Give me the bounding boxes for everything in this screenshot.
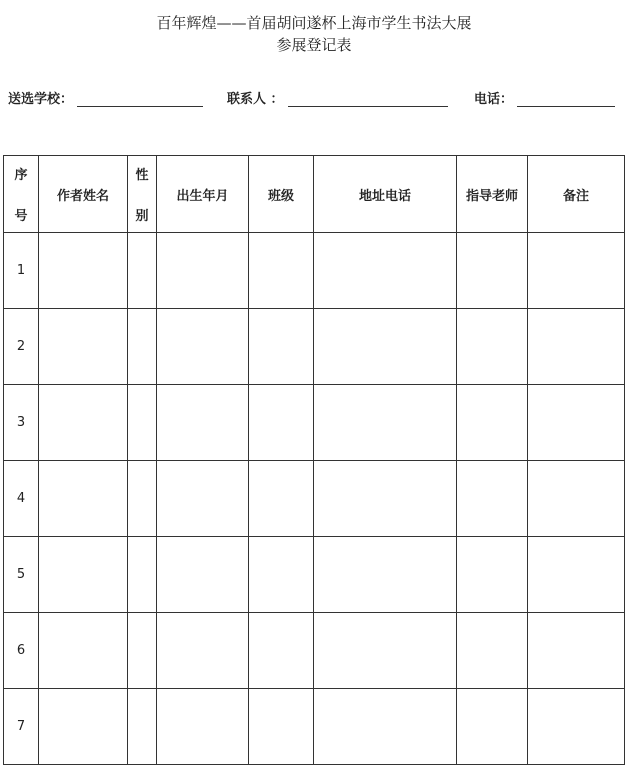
col-birth: 出生年月 (157, 156, 249, 233)
cell-author-name[interactable] (39, 537, 128, 613)
cell-teacher[interactable] (457, 233, 528, 309)
cell-teacher[interactable] (457, 309, 528, 385)
col-index-bottom: 号 (14, 209, 28, 224)
cell-author-name[interactable] (39, 461, 128, 537)
cell-author-name[interactable] (39, 233, 128, 309)
cell-birth[interactable] (157, 385, 249, 461)
row-index: 3 (4, 385, 39, 461)
contact-label: 联系人 ： (227, 92, 284, 107)
cell-birth[interactable] (157, 309, 249, 385)
cell-class[interactable] (249, 233, 314, 309)
cell-address-phone[interactable] (314, 461, 457, 537)
cell-author-name[interactable] (39, 385, 128, 461)
cell-teacher[interactable] (457, 461, 528, 537)
cell-address-phone[interactable] (314, 385, 457, 461)
col-address-phone: 地址电话 (314, 156, 457, 233)
col-index (4, 156, 39, 233)
table-row (4, 309, 625, 385)
contact-field (227, 88, 448, 107)
col-teacher: 指导老师 (457, 156, 528, 233)
school-input-line[interactable] (77, 92, 203, 107)
cell-class[interactable] (249, 461, 314, 537)
cell-address-phone[interactable] (314, 309, 457, 385)
school-field (8, 88, 203, 107)
cell-author-name[interactable] (39, 689, 128, 765)
phone-input-line[interactable] (517, 92, 615, 107)
table-header-row (4, 156, 625, 233)
col-gender-top: 性 (135, 168, 149, 183)
cell-class[interactable] (249, 385, 314, 461)
cell-remarks[interactable] (528, 537, 625, 613)
cell-address-phone[interactable] (314, 537, 457, 613)
phone-field (474, 88, 615, 107)
col-gender (128, 156, 157, 233)
page-title: 百年辉煌——首届胡问遂杯上海市学生书法大展 (156, 14, 472, 32)
cell-gender[interactable] (128, 233, 157, 309)
col-remarks: 备注 (528, 156, 625, 233)
row-index: 2 (4, 309, 39, 385)
phone-label: 电话： (474, 92, 514, 107)
page-subtitle: 参展登记表 (276, 36, 352, 54)
cell-gender[interactable] (128, 385, 157, 461)
cell-remarks[interactable] (528, 613, 625, 689)
col-author-name: 作者姓名 (39, 156, 128, 233)
row-index: 5 (4, 537, 39, 613)
cell-remarks[interactable] (528, 461, 625, 537)
table-row (4, 689, 625, 765)
table-row (4, 613, 625, 689)
cell-teacher[interactable] (457, 385, 528, 461)
cell-gender[interactable] (128, 461, 157, 537)
contact-input-line[interactable] (288, 92, 448, 107)
school-label: 送选学校： (8, 92, 74, 107)
col-index-top: 序 (14, 168, 28, 183)
cell-address-phone[interactable] (314, 689, 457, 765)
cell-class[interactable] (249, 689, 314, 765)
cell-remarks[interactable] (528, 309, 625, 385)
cell-class[interactable] (249, 613, 314, 689)
info-row (0, 88, 628, 108)
cell-birth[interactable] (157, 461, 249, 537)
table-row (4, 461, 625, 537)
cell-address-phone[interactable] (314, 613, 457, 689)
cell-teacher[interactable] (457, 613, 528, 689)
cell-remarks[interactable] (528, 689, 625, 765)
row-index: 4 (4, 461, 39, 537)
registration-table (3, 155, 625, 765)
cell-gender[interactable] (128, 613, 157, 689)
cell-birth[interactable] (157, 689, 249, 765)
cell-gender[interactable] (128, 689, 157, 765)
cell-birth[interactable] (157, 537, 249, 613)
cell-class[interactable] (249, 309, 314, 385)
cell-teacher[interactable] (457, 689, 528, 765)
cell-remarks[interactable] (528, 385, 625, 461)
table-row (4, 233, 625, 309)
cell-birth[interactable] (157, 233, 249, 309)
cell-author-name[interactable] (39, 309, 128, 385)
table-row (4, 537, 625, 613)
col-gender-bottom: 别 (135, 209, 149, 224)
table-row (4, 385, 625, 461)
cell-gender[interactable] (128, 537, 157, 613)
cell-gender[interactable] (128, 309, 157, 385)
row-index: 7 (4, 689, 39, 765)
cell-address-phone[interactable] (314, 233, 457, 309)
cell-teacher[interactable] (457, 537, 528, 613)
cell-author-name[interactable] (39, 613, 128, 689)
col-class: 班级 (249, 156, 314, 233)
cell-remarks[interactable] (528, 233, 625, 309)
cell-birth[interactable] (157, 613, 249, 689)
row-index: 6 (4, 613, 39, 689)
cell-class[interactable] (249, 537, 314, 613)
row-index: 1 (4, 233, 39, 309)
